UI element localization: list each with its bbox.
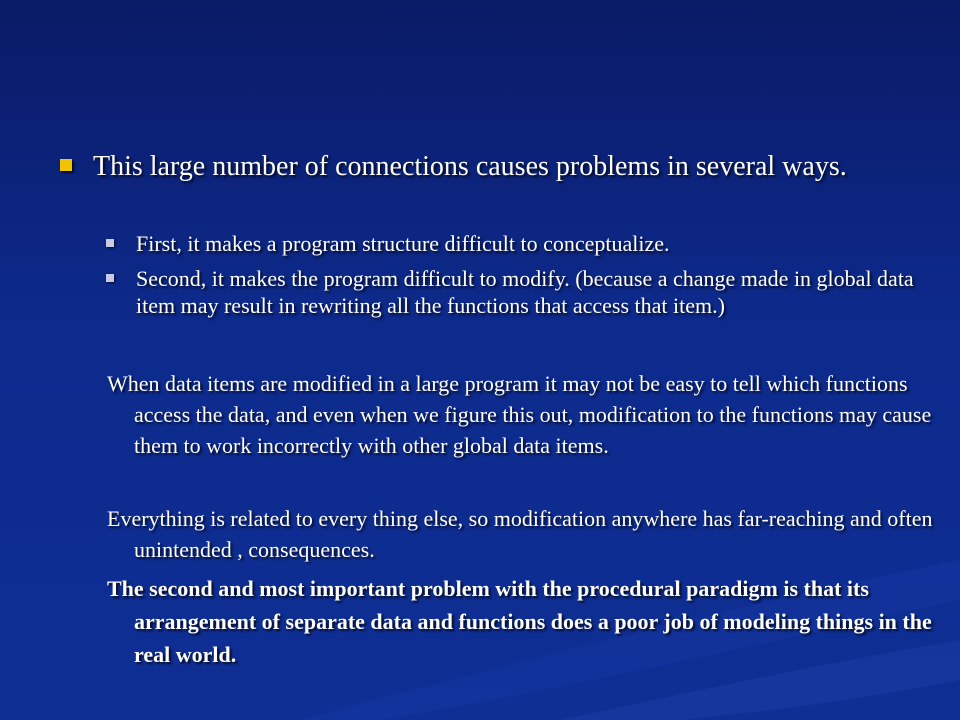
main-bullet-text: This large number of connections causes problems in several ways. xyxy=(93,151,847,182)
square-bullet-icon xyxy=(106,274,114,282)
yellow-square-bullet-icon xyxy=(60,159,72,171)
sub-bullet-text: First, it makes a program structure difficult to conceptualize. xyxy=(136,231,670,256)
body-paragraph: Everything is related to every thing else, so modification anywhere has far-reaching and often unintended , consequences. xyxy=(107,506,933,562)
sub-bullet-text: Second, it makes the program difficult to modify. (because a change made in global data item may result in rewriting all the functions that access that item.) xyxy=(136,266,914,318)
square-bullet-icon xyxy=(106,239,114,247)
body-paragraph: When data items are modified in a large program it may not be easy to tell which functions access the data, and even when we figure this out, modification to the functions may cause them to work incorrectly with other global data items. xyxy=(107,371,932,458)
emphasis-paragraph: The second and most important problem with the procedural paradigm is that its arrangement of separate data and functions does a poor job of modeling things in the real world. xyxy=(107,576,932,667)
